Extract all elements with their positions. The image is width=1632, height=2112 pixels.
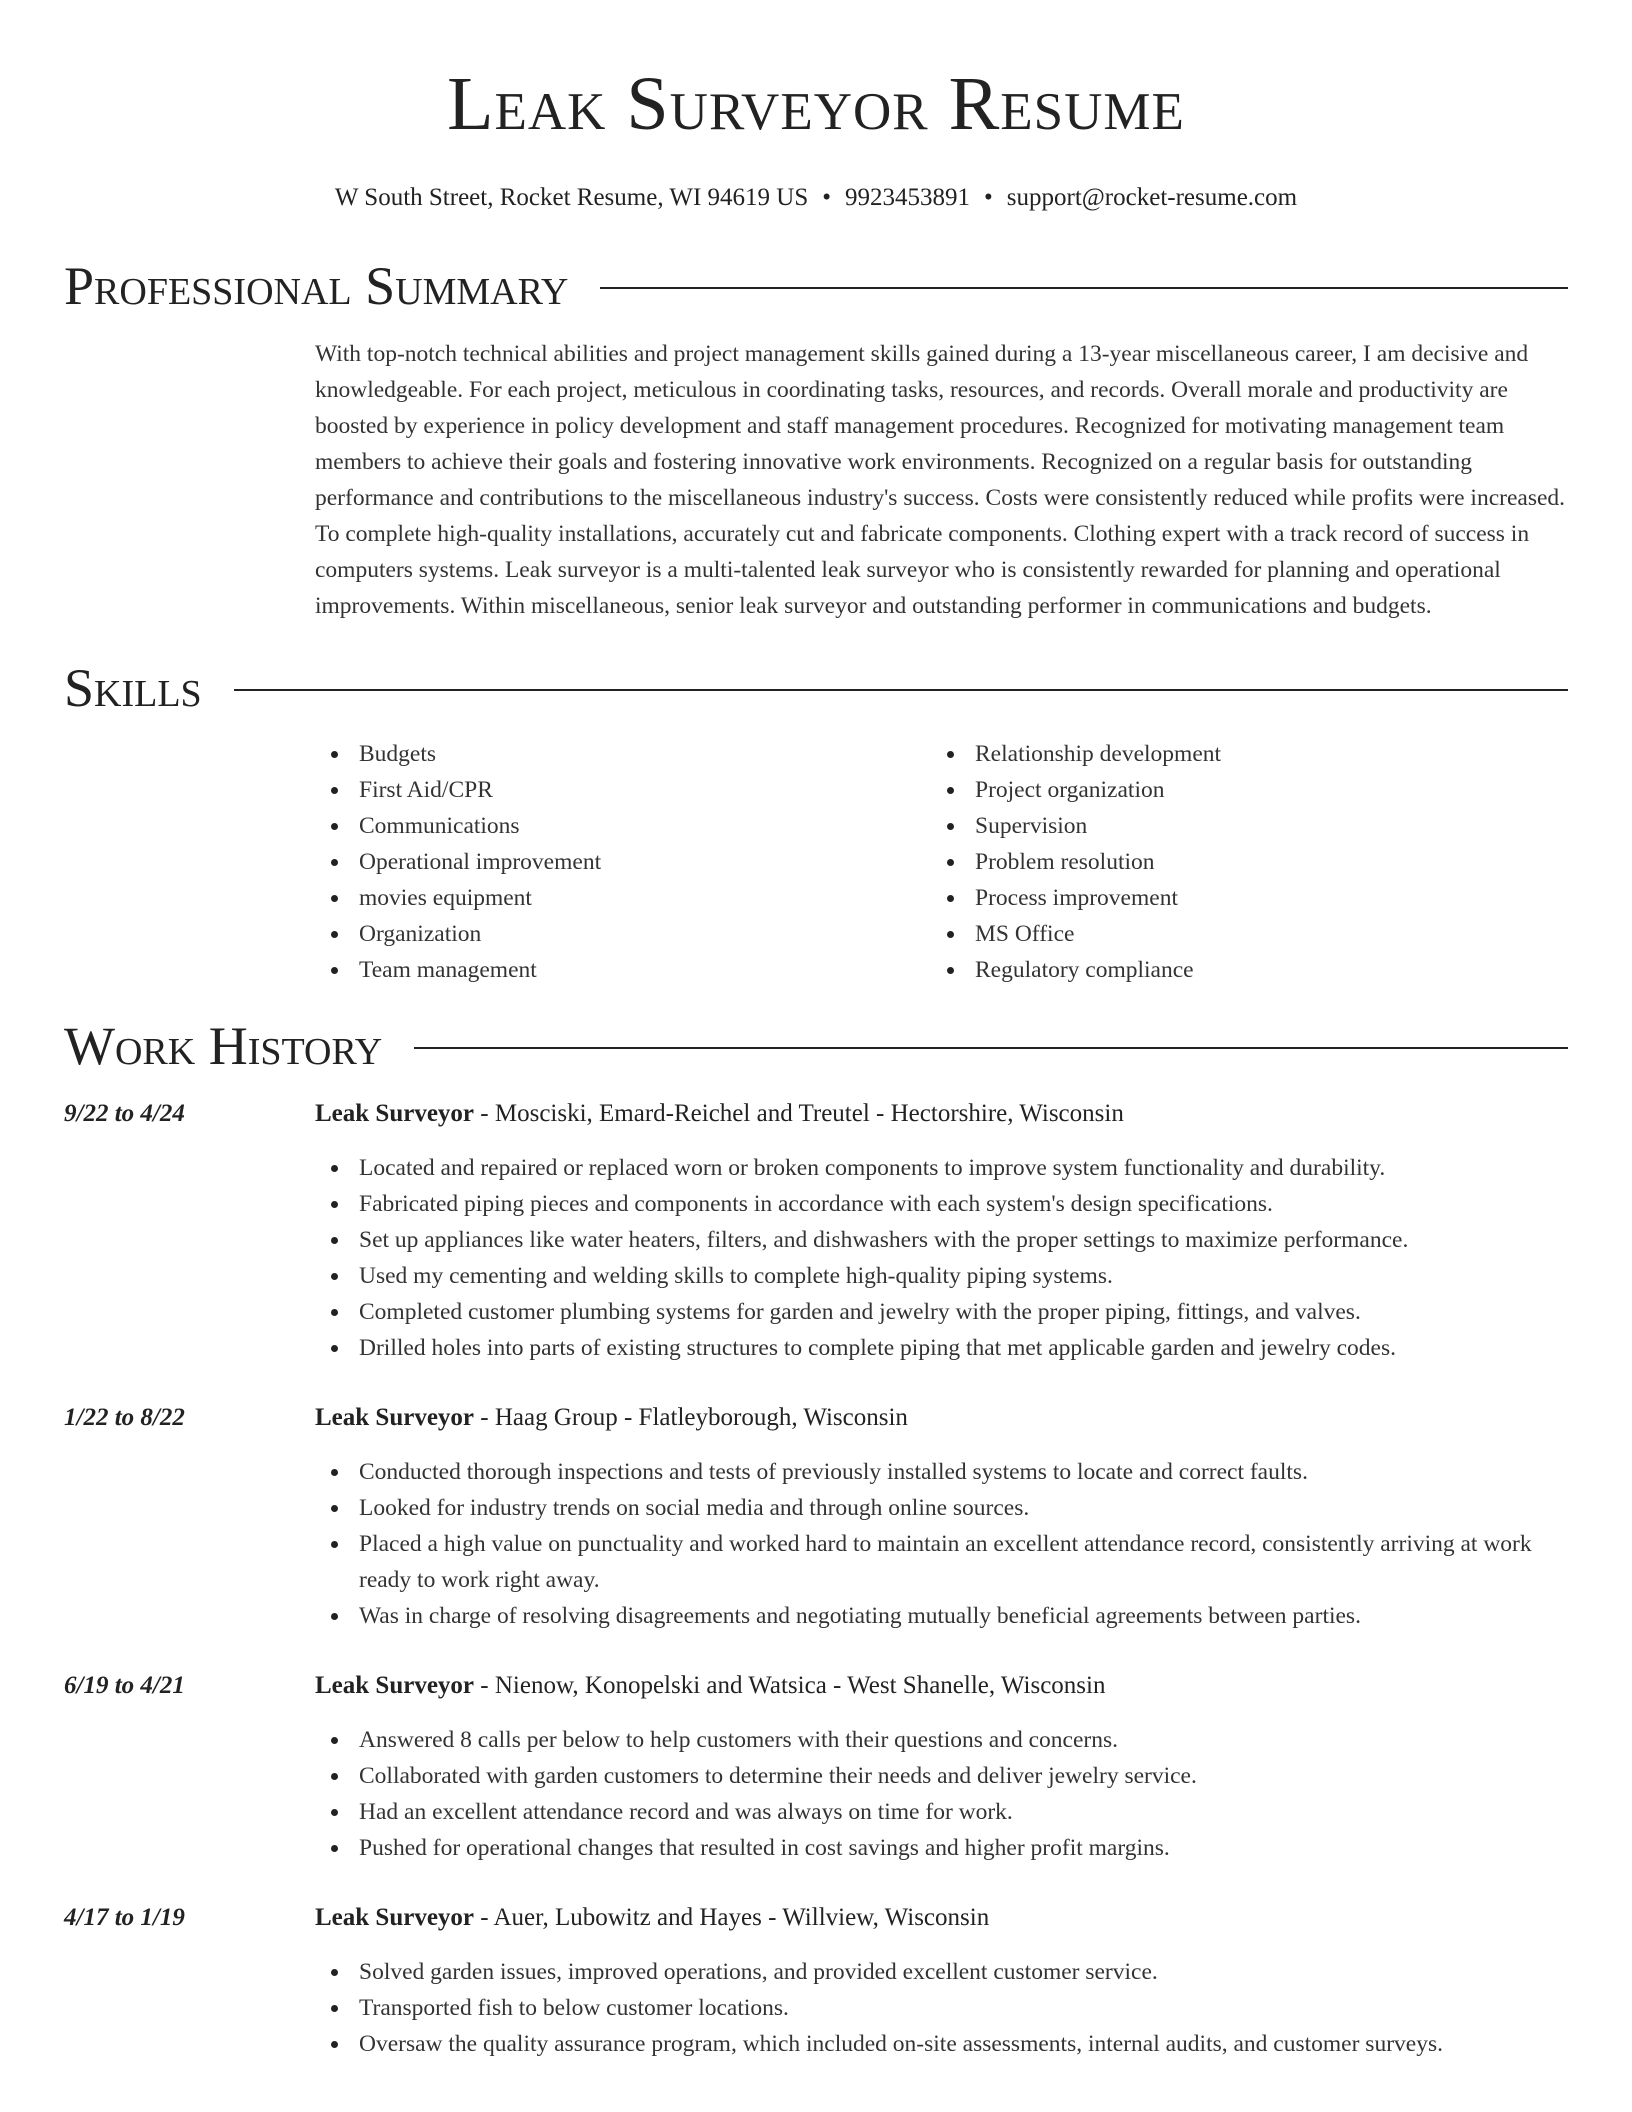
job-bullet: Conducted thorough inspections and tests of previously installed systems to locate and correct faults. xyxy=(315,1454,1568,1490)
job-bullet: Was in charge of resolving disagreements and negotiating mutually beneficial agreements between parties. xyxy=(315,1598,1568,1634)
job-bullet: Collaborated with garden customers to determine their needs and deliver jewelry service. xyxy=(315,1758,1568,1794)
summary-heading: Professional Summary xyxy=(64,256,569,316)
contact-line xyxy=(64,182,1568,214)
contact-phone: 9923453891 xyxy=(845,184,971,211)
section-divider xyxy=(414,1047,1568,1049)
job-details: - Haag Group - Flatleyborough, Wisconsin xyxy=(474,1404,908,1431)
summary-paragraph: With top-notch technical abilities and project management skills gained during a 13-year miscellaneous career, I am decisive and knowledgeable. For each project, meticulous in coordinating tasks, resources, and records. Overall morale and productivity are boosted by experience in policy development and staff management procedures. Recognized for motivating management team members to achieve their goals and fostering innovative work environments. Recognized on a regular basis for outstanding performance and contributions to the miscellaneous industry's success. Costs were consistently reduced while profits were increased. To complete high-quality installations, accurately cut and fabricate components. Clothing expert with a track record of success in computers systems. Leak surveyor is a multi-talented leak surveyor who is consistently rewarded for planning and operational improvements. Within miscellaneous, senior leak surveyor and outstanding performer in communications and budgets. xyxy=(315,341,1566,619)
job-entry xyxy=(64,1900,1568,2062)
skill-item: First Aid/CPR xyxy=(315,772,931,808)
resume-title: Leak Surveyor Resume xyxy=(447,62,1185,146)
job-bullet: Answered 8 calls per below to help customers with their questions and concerns. xyxy=(315,1722,1568,1758)
job-details: - Mosciski, Emard-Reichel and Treutel - Hectorshire, Wisconsin xyxy=(474,1100,1124,1127)
skill-item: MS Office xyxy=(931,916,1547,952)
skills-column-left xyxy=(315,736,931,988)
job-heading xyxy=(315,1400,908,1436)
job-details: - Auer, Lubowitz and Hayes - Willview, Wisconsin xyxy=(474,1904,990,1931)
job-bullet: Used my cementing and welding skills to complete high-quality piping systems. xyxy=(315,1258,1568,1294)
job-dates: 9/22 to 4/24 xyxy=(64,1100,185,1127)
skill-item: Operational improvement xyxy=(315,844,931,880)
skills-heading: Skills xyxy=(64,658,202,718)
skills-list xyxy=(315,736,1568,988)
job-bullet: Fabricated piping pieces and components in accordance with each system's design specifications. xyxy=(315,1186,1568,1222)
skill-item: Process improvement xyxy=(931,880,1547,916)
work-section-header xyxy=(64,1014,1568,1078)
contact-separator: • xyxy=(822,184,832,211)
skills-column-right xyxy=(931,736,1547,988)
job-entry xyxy=(64,1400,1568,1634)
contact-address: W South Street, Rocket Resume, WI 94619 US xyxy=(334,184,809,211)
job-bullet: Had an excellent attendance record and was always on time for work. xyxy=(315,1794,1568,1830)
job-bullets xyxy=(315,1722,1568,1866)
job-bullets xyxy=(315,1150,1568,1366)
section-divider xyxy=(600,287,1568,289)
skill-item: Team management xyxy=(315,952,931,988)
contact-email: support@rocket-resume.com xyxy=(1006,184,1298,211)
skills-section-header xyxy=(64,656,1568,720)
skill-item: movies equipment xyxy=(315,880,931,916)
skill-item: Project organization xyxy=(931,772,1547,808)
skill-item: Organization xyxy=(315,916,931,952)
job-header xyxy=(64,1400,1568,1436)
summary-section-header xyxy=(64,254,1568,318)
job-bullet: Looked for industry trends on social media and through online sources. xyxy=(315,1490,1568,1526)
contact-separator: • xyxy=(984,184,993,211)
skill-item: Problem resolution xyxy=(931,844,1547,880)
job-bullet: Completed customer plumbing systems for garden and jewelry with the proper piping, fittings, and valves. xyxy=(315,1294,1568,1330)
job-bullet: Transported fish to below customer locations. xyxy=(315,1990,1568,2026)
job-entry xyxy=(64,1668,1568,1866)
job-bullet: Located and repaired or replaced worn or broken components to improve system functionality and durability. xyxy=(315,1150,1568,1186)
job-bullet: Oversaw the quality assurance program, which included on-site assessments, internal audits, and customer surveys. xyxy=(315,2026,1568,2062)
skill-item: Supervision xyxy=(931,808,1547,844)
job-heading xyxy=(315,1096,1124,1132)
job-dates: 4/17 to 1/19 xyxy=(64,1904,185,1931)
skill-item: Regulatory compliance xyxy=(931,952,1547,988)
job-bullets xyxy=(315,1454,1568,1634)
job-dates: 6/19 to 4/21 xyxy=(64,1672,185,1699)
job-header xyxy=(64,1668,1568,1704)
job-header xyxy=(64,1096,1568,1132)
job-title: Leak Surveyor xyxy=(315,1404,475,1431)
work-heading: Work History xyxy=(64,1016,383,1076)
job-bullet: Pushed for operational changes that resulted in cost savings and higher profit margins. xyxy=(315,1830,1568,1866)
job-bullet: Placed a high value on punctuality and worked hard to maintain an excellent attendance record, consistently arriving at work ready to work right away. xyxy=(315,1526,1568,1598)
job-bullets xyxy=(315,1954,1568,2062)
job-entry xyxy=(64,1096,1568,1366)
job-title: Leak Surveyor xyxy=(315,1672,475,1699)
skill-item: Relationship development xyxy=(931,736,1547,772)
section-divider xyxy=(234,689,1568,691)
job-heading xyxy=(315,1668,1105,1704)
skill-item: Budgets xyxy=(315,736,931,772)
job-bullet: Set up appliances like water heaters, filters, and dishwashers with the proper settings to maximize performance. xyxy=(315,1222,1568,1258)
skill-item: Communications xyxy=(315,808,931,844)
job-dates: 1/22 to 8/22 xyxy=(64,1404,185,1431)
job-details: - Nienow, Konopelski and Watsica - West Shanelle, Wisconsin xyxy=(474,1672,1106,1699)
job-bullet: Drilled holes into parts of existing structures to complete piping that met applicable garden and jewelry codes. xyxy=(315,1330,1568,1366)
job-title: Leak Surveyor xyxy=(315,1100,475,1127)
job-title: Leak Surveyor xyxy=(315,1904,475,1931)
job-heading xyxy=(315,1900,989,1936)
job-bullet: Solved garden issues, improved operations, and provided excellent customer service. xyxy=(315,1954,1568,1990)
job-header xyxy=(64,1900,1568,1936)
